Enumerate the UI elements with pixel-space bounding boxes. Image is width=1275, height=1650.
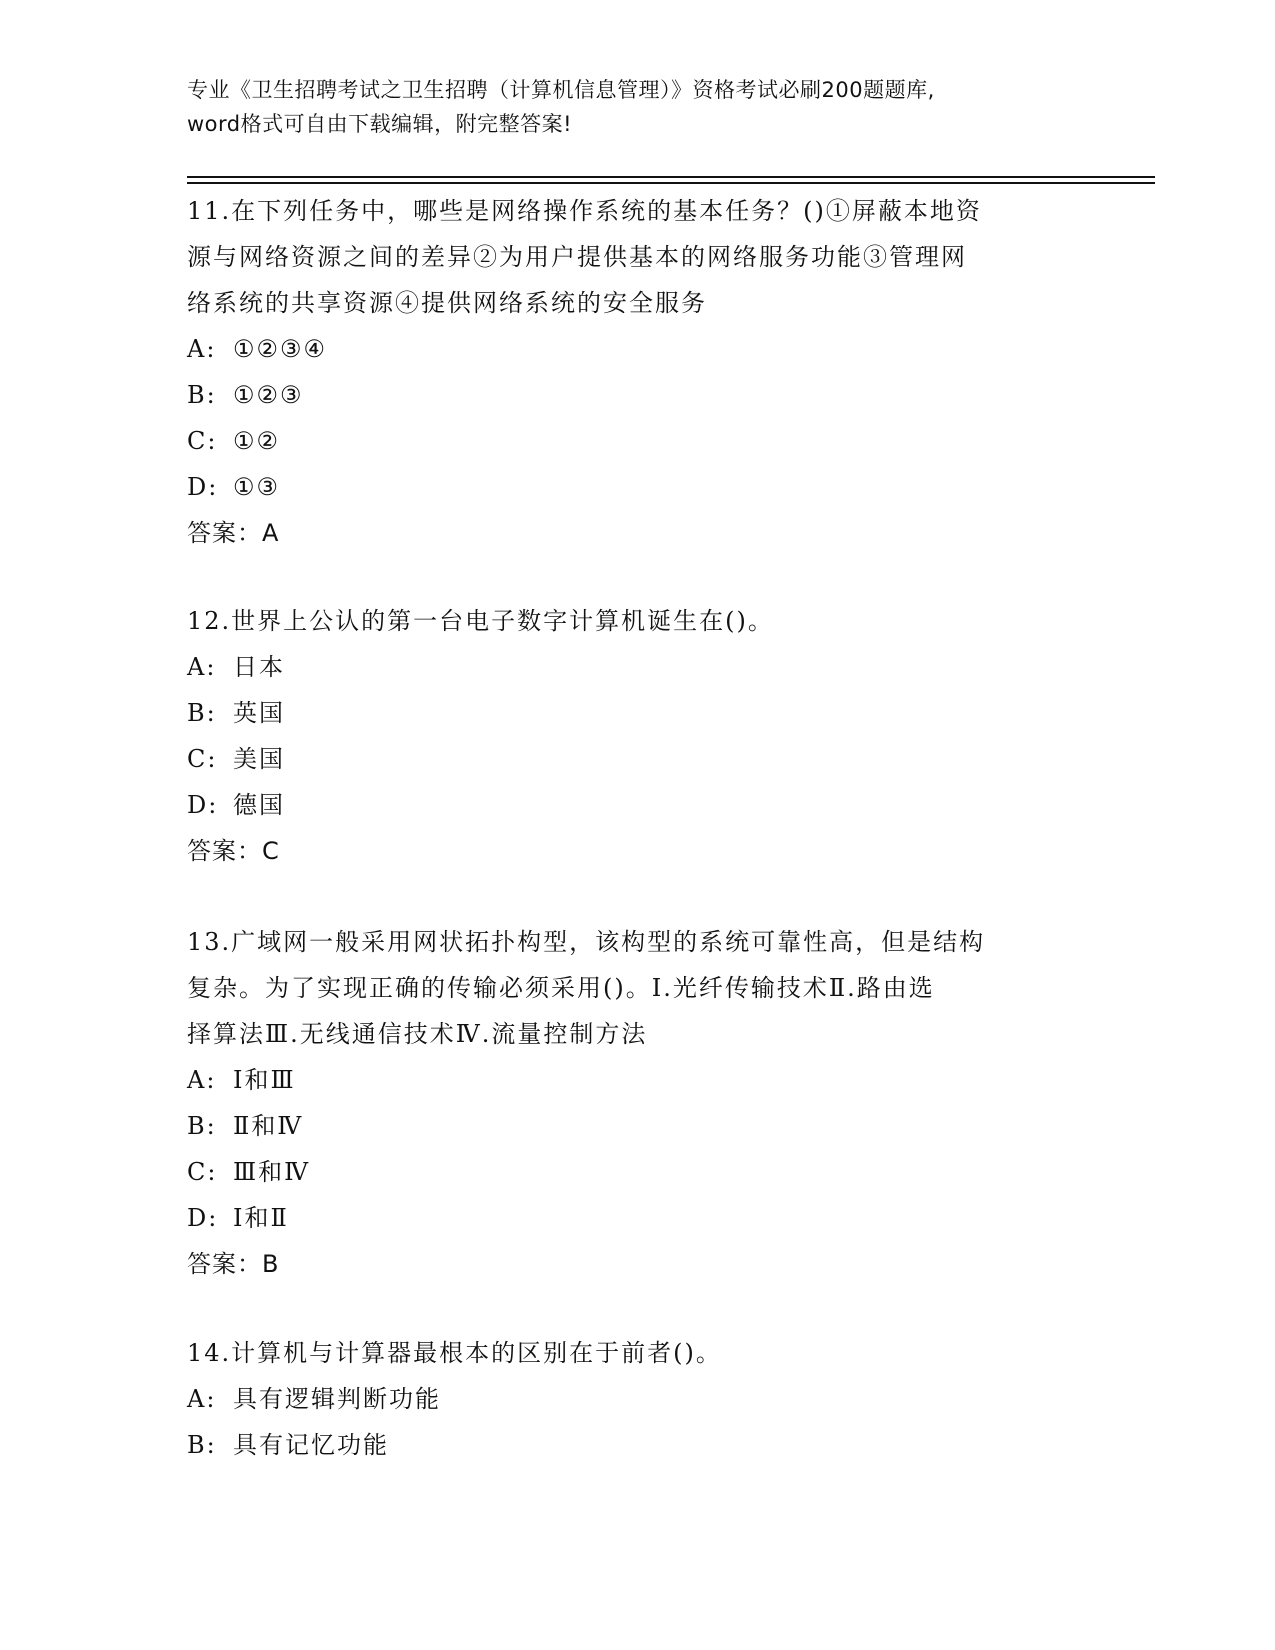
option-text: Ⅰ和Ⅱ — [233, 1204, 289, 1232]
question-text-line: 13.广域网一般采用网状拓扑构型，该构型的系统可靠性高，但是结构 — [187, 928, 986, 956]
option-text: Ⅲ和Ⅳ — [233, 1158, 311, 1186]
option-b — [187, 372, 1087, 418]
option-text: 具有逻辑判断功能 — [233, 1385, 441, 1413]
question-13 — [187, 919, 1087, 1287]
option-text: ①② — [233, 427, 281, 455]
question-text-line: 络系统的共享资源④提供网络系统的安全服务 — [187, 289, 707, 317]
option-text: ①②③④ — [233, 335, 328, 363]
option-label: B: — [187, 1431, 217, 1459]
option-a — [187, 1057, 1087, 1103]
option-text: ①③ — [233, 473, 281, 501]
option-text: Ⅰ和Ⅲ — [233, 1066, 296, 1094]
answer: 答案：A — [187, 519, 280, 547]
option-label: B: — [187, 381, 217, 409]
answer: 答案：C — [187, 837, 280, 865]
option-c — [187, 418, 1087, 464]
option-label: A: — [187, 653, 217, 681]
option-text: 日本 — [233, 653, 285, 681]
option-a — [187, 1376, 1087, 1422]
option-d — [187, 464, 1087, 510]
option-text: 英国 — [233, 699, 285, 727]
question-14 — [187, 1330, 1087, 1468]
option-label: D: — [187, 1204, 219, 1232]
question-text-line: 14.计算机与计算器最根本的区别在于前者()。 — [187, 1339, 722, 1367]
option-label: D: — [187, 473, 219, 501]
question-text-line: 源与网络资源之间的差异②为用户提供基本的网络服务功能③管理网 — [187, 243, 967, 271]
option-a — [187, 644, 1087, 690]
option-c — [187, 1149, 1087, 1195]
option-b — [187, 1422, 1087, 1468]
header-divider-bottom — [187, 182, 1155, 184]
header-divider-top — [187, 176, 1155, 178]
header-line-2: word格式可自由下载编辑，附完整答案! — [187, 112, 573, 136]
option-text: ①②③ — [233, 381, 304, 409]
option-a — [187, 326, 1087, 372]
question-text-line: 择算法Ⅲ.无线通信技术Ⅳ.流量控制方法 — [187, 1020, 648, 1048]
option-d — [187, 782, 1087, 828]
question-text-line: 复杂。为了实现正确的传输必须采用()。Ⅰ.光纤传输技术Ⅱ.路由选 — [187, 974, 935, 1002]
option-text: 德国 — [233, 791, 285, 819]
answer: 答案：B — [187, 1250, 280, 1278]
option-d — [187, 1195, 1087, 1241]
option-text: 美国 — [233, 745, 285, 773]
question-text-line: 11.在下列任务中，哪些是网络操作系统的基本任务？()①屏蔽本地资 — [187, 197, 982, 225]
option-label: C: — [187, 745, 218, 773]
option-b — [187, 1103, 1087, 1149]
header-line-1: 专业《卫生招聘考试之卫生招聘（计算机信息管理）》资格考试必刷200题题库, — [187, 78, 935, 102]
option-text: Ⅱ和Ⅳ — [233, 1112, 304, 1140]
document-header — [187, 73, 1087, 141]
question-11 — [187, 188, 1087, 556]
option-label: A: — [187, 1385, 217, 1413]
option-label: A: — [187, 1066, 217, 1094]
option-label: C: — [187, 1158, 218, 1186]
option-label: C: — [187, 427, 218, 455]
question-12 — [187, 598, 1087, 874]
option-label: B: — [187, 699, 217, 727]
option-c — [187, 736, 1087, 782]
question-text-line: 12.世界上公认的第一台电子数字计算机诞生在()。 — [187, 607, 774, 635]
option-text: 具有记忆功能 — [233, 1431, 389, 1459]
option-label: B: — [187, 1112, 217, 1140]
option-label: D: — [187, 791, 219, 819]
option-b — [187, 690, 1087, 736]
option-label: A: — [187, 335, 217, 363]
